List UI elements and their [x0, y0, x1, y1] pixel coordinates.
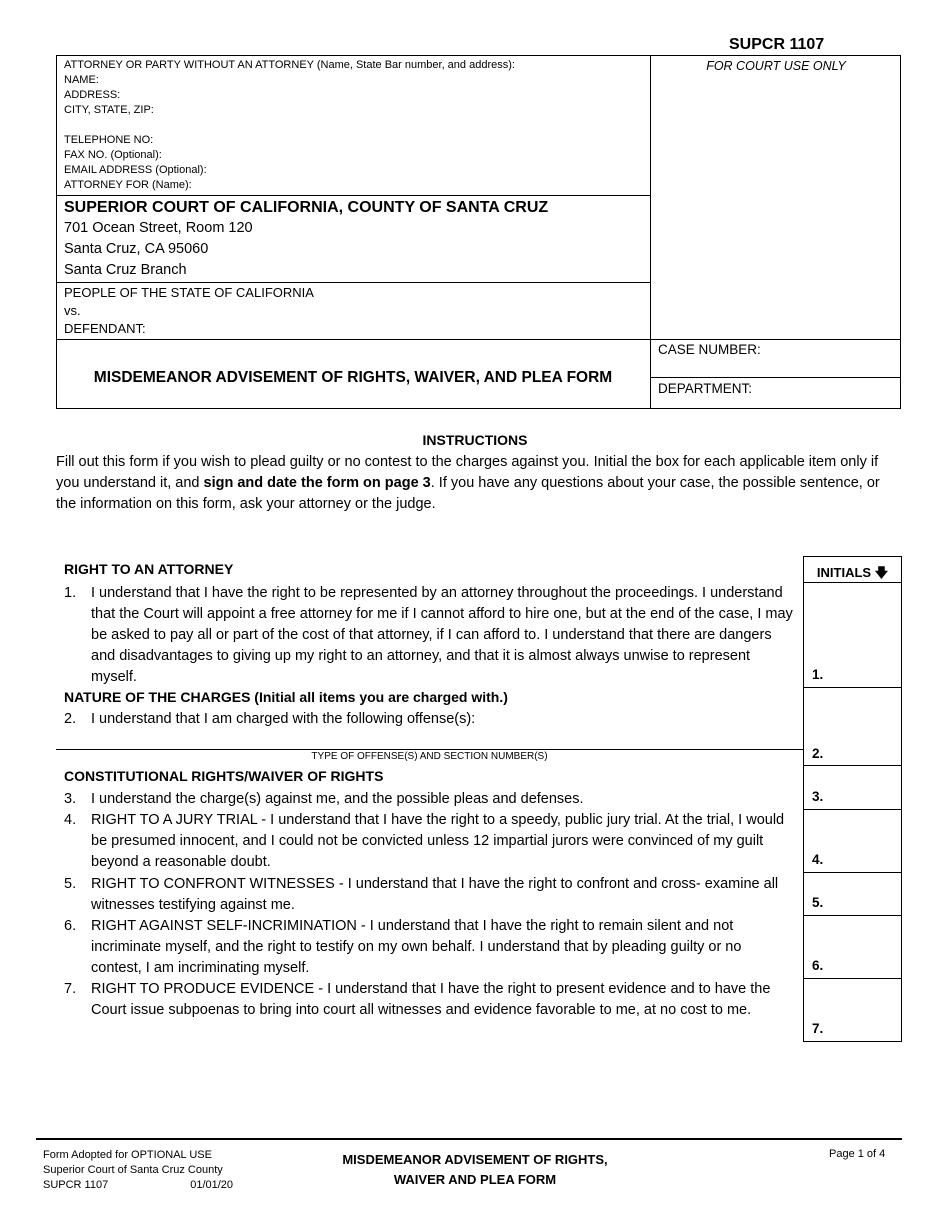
attorney-field-label: ADDRESS:	[64, 89, 121, 101]
department-label: DEPARTMENT:	[658, 381, 753, 396]
caption-divider	[650, 55, 651, 409]
court-use-label: FOR COURT USE ONLY	[706, 59, 846, 73]
divider	[803, 582, 902, 583]
defendant-label: DEFENDANT:	[64, 321, 146, 336]
divider	[803, 978, 902, 979]
attorney-field-label: NAME:	[64, 74, 99, 86]
footer-line: Form Adopted for OPTIONAL USE	[43, 1149, 212, 1161]
plaintiff-label: PEOPLE OF THE STATE OF CALIFORNIA	[64, 285, 314, 300]
initial-box-6[interactable]: 6.	[812, 958, 824, 973]
instructions-text	[56, 452, 896, 515]
form-code: SUPCR 1107	[729, 36, 825, 53]
footer-form-date: 01/01/20	[190, 1179, 234, 1191]
section-heading-attorney: RIGHT TO AN ATTORNEY	[64, 561, 234, 577]
instructions-text-bold: sign and date the form on page 3	[203, 475, 431, 491]
attorney-field-label: ATTORNEY FOR (Name):	[64, 179, 192, 191]
instructions-title: INSTRUCTIONS	[422, 432, 528, 448]
attorney-field-label: TELEPHONE NO:	[64, 134, 154, 146]
page-number: Page 1 of 4	[829, 1148, 886, 1160]
attorney-info-block	[64, 58, 515, 193]
attorney-field-label: EMAIL ADDRESS (Optional):	[64, 164, 207, 176]
item-number: 2.	[64, 711, 77, 727]
attorney-field-label: FAX NO. (Optional):	[64, 149, 162, 161]
divider	[56, 282, 650, 283]
footer-rule	[36, 1138, 902, 1140]
footer-title-line: WAIVER AND PLEA FORM	[393, 1172, 557, 1187]
item-number: 7.	[64, 981, 77, 997]
footer-title	[0, 1150, 950, 1190]
divider	[803, 872, 902, 873]
instructions-text-part: . If you have any questions about your case, the possible sentence, or the information on this form, ask your attorney or the judge.	[56, 475, 880, 512]
footer-form-id: SUPCR 1107	[43, 1179, 109, 1191]
offense-entry-line[interactable]	[56, 749, 803, 750]
initial-box-1[interactable]: 1.	[812, 667, 824, 682]
divider	[803, 809, 902, 810]
item-number: 3.	[64, 791, 77, 807]
initial-box-3[interactable]: 3.	[812, 789, 824, 804]
initial-box-7[interactable]: 7.	[812, 1021, 824, 1036]
offense-label: TYPE OF OFFENSE(S) AND SECTION NUMBER(S)	[311, 751, 548, 762]
court-address-line: 701 Ocean Street, Room 120	[64, 220, 253, 236]
item-number: 4.	[64, 812, 77, 828]
item-text: RIGHT TO CONFRONT WITNESSES - I understand that I have the right to confront and cross- examine all witnesses testifying against me.	[91, 876, 779, 913]
item-text: I understand that I am charged with the following offense(s):	[91, 711, 476, 727]
initials-header-label: INITIALS	[816, 565, 872, 580]
initial-box-5[interactable]: 5.	[812, 895, 824, 910]
divider	[56, 195, 650, 196]
attorney-field-label: ATTORNEY OR PARTY WITHOUT AN ATTORNEY (Name, State Bar number, and address):	[64, 59, 515, 71]
item-text: RIGHT TO PRODUCE EVIDENCE - I understand that I have the right to present evidence and to have the Court issue subpoenas to bring into court all witnesses and evidence favorable to me, at no cost to me.	[91, 981, 771, 1018]
divider	[56, 339, 901, 340]
section-heading-constitutional: CONSTITUTIONAL RIGHTS/WAIVER OF RIGHTS	[64, 768, 384, 784]
initial-box-4[interactable]: 4.	[812, 852, 824, 867]
arrow-down-icon: 🡇	[874, 565, 889, 580]
divider	[803, 915, 902, 916]
initial-box-2[interactable]: 2.	[812, 746, 824, 761]
footer-line: Superior Court of Santa Cruz County	[43, 1164, 223, 1176]
court-address-line: Santa Cruz, CA 95060	[64, 241, 209, 257]
divider	[650, 377, 901, 378]
footer-title-line: MISDEMEANOR ADVISEMENT OF RIGHTS,	[342, 1152, 608, 1167]
instructions-text-part: Fill out this form if you wish to plead guilty or no contest to the charges against you. Initial the box for each applicable item only if you understand it, and	[56, 454, 879, 491]
divider	[803, 687, 902, 688]
item-text: I understand the charge(s) against me, and the possible pleas and defenses.	[91, 791, 584, 807]
court-branch: Santa Cruz Branch	[64, 262, 187, 278]
divider	[803, 765, 902, 766]
form-title: MISDEMEANOR ADVISEMENT OF RIGHTS, WAIVER, AND PLEA FORM	[93, 369, 613, 386]
case-number-label: CASE NUMBER:	[658, 342, 761, 357]
item-number: 5.	[64, 876, 77, 892]
item-text: RIGHT AGAINST SELF-INCRIMINATION - I understand that I have the right to remain silent and not incriminate myself, and the right to testify on my own behalf. I understand that by pleading guilty or no contest, I am incriminating myself.	[91, 918, 742, 976]
item-text: RIGHT TO A JURY TRIAL - I understand that I have the right to a speedy, public jury trial. At the trial, I would be presumed innocent, and I could not be convicted unless 12 impartial jurors were convinced of my guilt beyond a reasonable doubt.	[91, 812, 785, 870]
attorney-field-label: CITY, STATE, ZIP:	[64, 104, 154, 116]
item-text: I understand that I have the right to be represented by an attorney throughout the proceedings. I understand that the Court will appoint a free attorney for me if I cannot afford to hire one, but at the end of the case, I may be asked to pay all or part of the cost of that attorney, if I can afford to. I understand that there are dangers and disadvantages to giving up my right to an attorney, and that it is almost always unwise to represent myself.	[91, 585, 793, 685]
court-name: SUPERIOR COURT OF CALIFORNIA, COUNTY OF SANTA CRUZ	[64, 199, 549, 216]
versus-label: vs.	[64, 303, 81, 318]
section-heading-charges: NATURE OF THE CHARGES (Initial all items you are charged with.)	[64, 689, 508, 705]
item-number: 1.	[64, 585, 77, 601]
item-number: 6.	[64, 918, 77, 934]
spacer	[64, 118, 515, 133]
